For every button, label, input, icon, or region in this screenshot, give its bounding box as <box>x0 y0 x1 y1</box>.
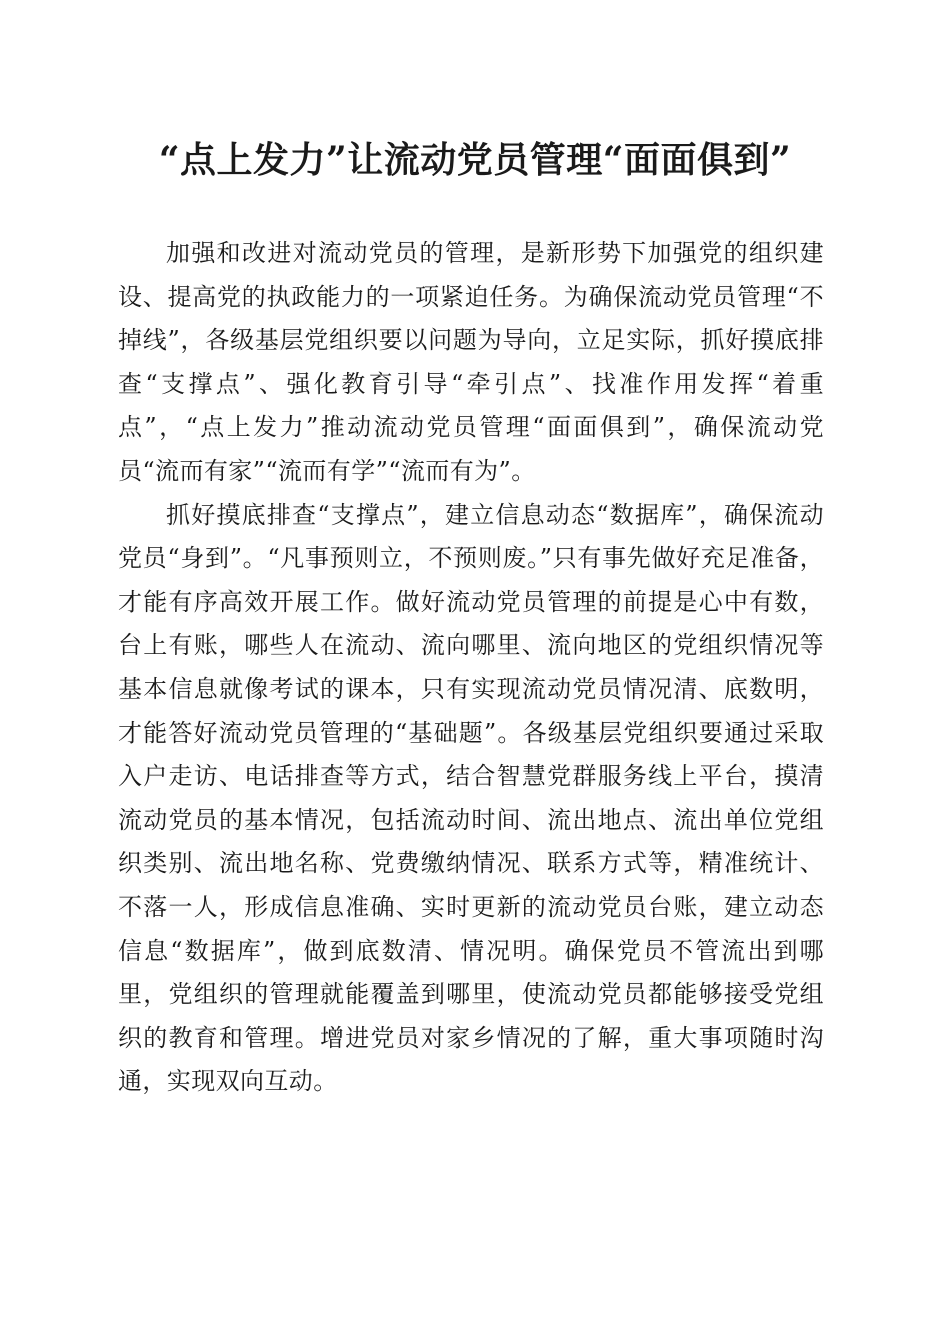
document-title: “点上发力”让流动党员管理“面面俱到” <box>158 139 792 181</box>
paragraph-intro: 加强和改进对流动党员的管理，是新形势下加强党的组织建设、提高党的执政能力的一项紧迫任务。为确保流动党员管理“不掉线”，各级基层党组织要以问题为导向，立足实际，抓好摸底排查“支撑点”、强化教育引导“牵引点”、找准作用发挥“着重点”，“点上发力”推动流动党员管理“面面俱到”，确保流动党员“流而有家”“流而有学”“流而有为”。 <box>118 239 824 485</box>
paragraph-support-point: 抓好摸底排查“支撑点”，建立信息动态“数据库”，确保流动党员“身到”。“凡事预则立，不预则废。”只有事先做好充足准备，才能有序高效开展工作。做好流动党员管理的前提是心中有数，台上有账，哪些人在流动、流向哪里、流向地区的党组织情况等基本信息就像考试的课本，只有实现流动党员情况清、底数明，才能答好流动党员管理的“基础题”。各级基层党组织要通过采取入户走访、电话排查等方式，结合智慧党群服务线上平台，摸清流动党员的基本情况，包括流动时间、流出地点、流出单位党组织类别、流出地名称、党费缴纳情况、联系方式等，精准统计、不落一人，形成信息准确、实时更新的流动党员台账，建立动态信息“数据库”，做到底数清、情况明。确保党员不管流出到哪里，党组织的管理就能覆盖到哪里，使流动党员都能够接受党组织的教育和管理。增进党员对家乡情况的了解，重大事项随时沟通，实现双向互动。 <box>118 500 824 1096</box>
document-body <box>118 232 824 1104</box>
